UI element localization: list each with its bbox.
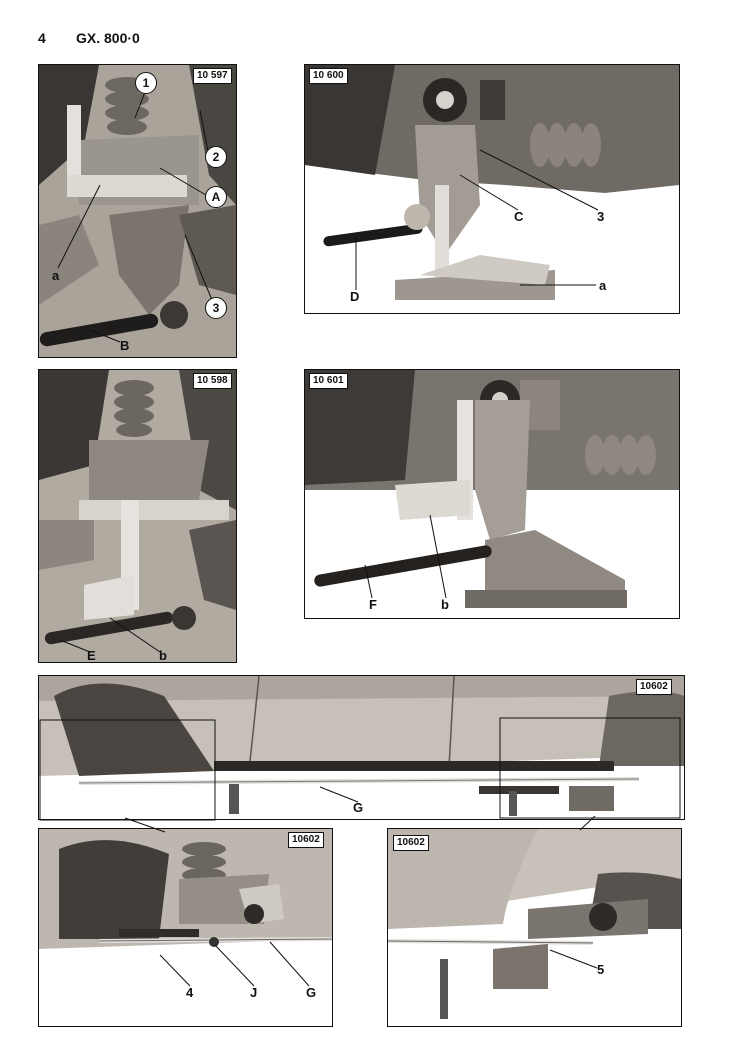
label-b-left: b bbox=[159, 648, 167, 663]
label-G-left: G bbox=[306, 985, 317, 1000]
callout-3: 3 bbox=[205, 297, 227, 319]
photo-10598 bbox=[38, 369, 237, 663]
label-G-wide: G bbox=[353, 800, 364, 815]
photo-10602-wide bbox=[38, 675, 685, 820]
label-E: E bbox=[87, 648, 96, 663]
photo-10602-right-drawing bbox=[388, 829, 681, 1026]
figure-ref-10597: 10 597 bbox=[193, 68, 232, 84]
label-D: D bbox=[350, 289, 360, 304]
callout-2: 2 bbox=[205, 146, 227, 168]
label-5: 5 bbox=[597, 962, 605, 977]
figure-ref-10598: 10 598 bbox=[193, 373, 232, 389]
photo-10600-drawing bbox=[305, 65, 679, 313]
label-J: J bbox=[250, 985, 258, 1000]
photo-10600 bbox=[304, 64, 680, 314]
label-a-right: a bbox=[599, 278, 607, 293]
callout-1: 1 bbox=[135, 72, 157, 94]
label-3: 3 bbox=[597, 209, 605, 224]
label-4: 4 bbox=[186, 985, 194, 1000]
photo-10598-drawing bbox=[39, 370, 236, 662]
label-b-right: b bbox=[441, 597, 449, 612]
callout-A: A bbox=[205, 186, 227, 208]
figure-ref-10602-right: 10602 bbox=[393, 835, 429, 851]
page-number: 4 bbox=[38, 30, 46, 46]
document-code: GX. 800·0 bbox=[76, 30, 140, 46]
label-a: a bbox=[52, 268, 60, 283]
figure-ref-10600: 10 600 bbox=[309, 68, 348, 84]
label-F: F bbox=[369, 597, 377, 612]
label-B: B bbox=[120, 338, 130, 353]
figure-ref-10601: 10 601 bbox=[309, 373, 348, 389]
photo-10601-drawing bbox=[305, 370, 679, 618]
photo-10602-wide-drawing bbox=[39, 676, 684, 819]
figure-ref-10602-wide: 10602 bbox=[636, 679, 672, 695]
figure-ref-10602-left: 10602 bbox=[288, 832, 324, 848]
label-C: C bbox=[514, 209, 524, 224]
photo-10601 bbox=[304, 369, 680, 619]
photo-10602-right bbox=[387, 828, 682, 1027]
